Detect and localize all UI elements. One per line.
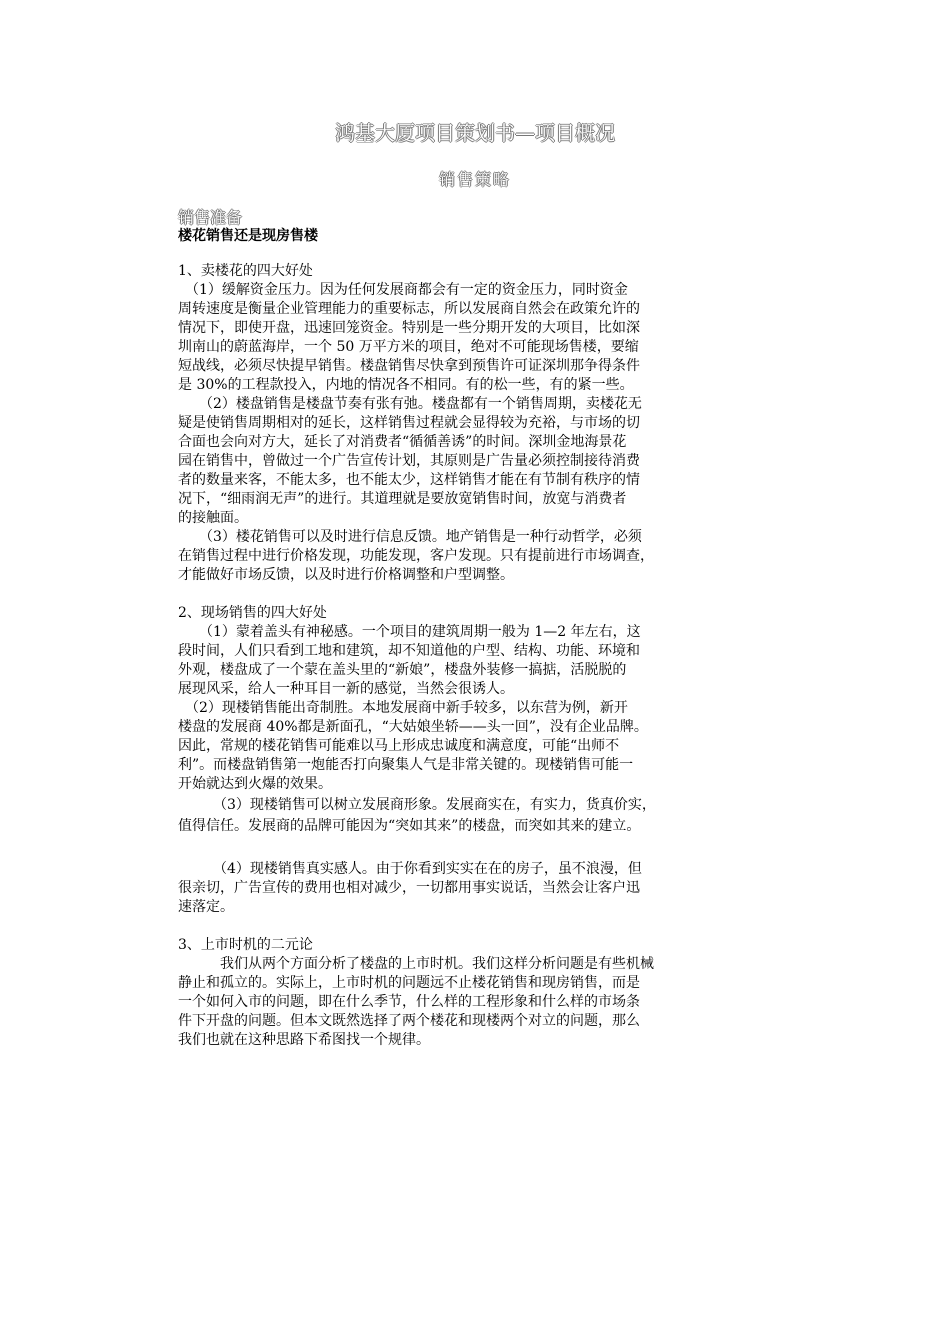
text-line: （1）蒙着盖头有神秘感。一个项目的建筑周期一般为 1—2 年左右，这 xyxy=(178,624,641,640)
text-line: 静止和孤立的。实际上，上市时机的问题远不止楼花销售和现房销售，而是 xyxy=(178,975,640,991)
text-line: （3）现楼销售可以树立发展商形象。发展商实在，有实力，货真价实， xyxy=(178,797,656,813)
text-line: 一个如何入市的问题，即在什么季节，什么样的工程形象和什么样的市场条 xyxy=(178,994,640,1010)
text-line: 况下，“细雨润无声”的进行。其道理就是要放宽销售时间，放宽与消费者 xyxy=(178,491,627,507)
text-line: 值得信任。发展商的品牌可能因为“突如其来”的楼盘，而突如其来的建立。 xyxy=(178,818,641,834)
text-line: 疑是使销售周期相对的延长，这样销售过程就会显得较为充裕，与市场的切 xyxy=(178,415,640,431)
text-line: 速落定。 xyxy=(178,899,234,915)
heading-2: 2、现场销售的四大好处 xyxy=(178,605,327,621)
text-line: 我们也就在这种思路下希图找一个规律。 xyxy=(178,1032,430,1048)
text-line: 者的数量来客，不能太多，也不能太少，这样销售才能在有节制有秩序的情 xyxy=(178,472,640,488)
text-line: 情况下，即使开盘，迅速回笼资金。特别是一些分期开发的大项目，比如深 xyxy=(178,320,640,336)
text-line: 开始就达到火爆的效果。 xyxy=(178,776,332,792)
text-line: 短战线，必须尽快提早销售。楼盘销售尽快拿到预售许可证深圳那争得条件 xyxy=(178,358,640,374)
text-line: 利”。而楼盘销售第一炮能否打向聚集人气是非常关键的。现楼销售可能一 xyxy=(178,757,634,773)
text-line: 段时间，人们只看到工地和建筑，却不知道他的户型、结构、功能、环境和 xyxy=(178,643,640,659)
text-line: 楼盘的发展商 40%都是新面孔，“大姑娘坐轿——头一回”，没有企业品牌。 xyxy=(178,719,648,735)
document-subtitle: 销售策略 xyxy=(438,170,511,189)
text-line: （1）缓解资金压力。因为任何发展商都会有一定的资金压力，同时资金 xyxy=(178,282,628,298)
heading-3: 3、上市时机的二元论 xyxy=(178,937,313,953)
heading-1: 1、卖楼花的四大好处 xyxy=(178,263,313,279)
text-line: （4）现楼销售真实感人。由于你看到实实在在的房子，虽不浪漫，但 xyxy=(178,861,642,877)
text-line: 周转速度是衡量企业管理能力的重要标志，所以发展商自然会在政策允许的 xyxy=(178,301,640,317)
text-line: （2）楼盘销售是楼盘节奏有张有弛。楼盘都有一个销售周期，卖楼花无 xyxy=(178,396,642,412)
text-line: 件下开盘的问题。但本文既然选择了两个楼花和现楼两个对立的问题，那么 xyxy=(178,1013,640,1029)
text-line: 圳南山的蔚蓝海岸，一个 50 万平方米的项目，绝对不可能现场售楼，要缩 xyxy=(178,339,639,355)
text-line: 是 30%的工程款投入，内地的情况各不相同。有的松一些，有的紧一些。 xyxy=(178,377,634,393)
text-line: 很亲切，广告宣传的费用也相对减少，一切都用事实说话，当然会让客户迅 xyxy=(178,880,640,896)
text-line: 才能做好市场反馈，以及时进行价格调整和户型调整。 xyxy=(178,567,514,583)
text-line: 外观，楼盘成了一个蒙在盖头里的“新娘”，楼盘外装修一搞掂，活脱脱的 xyxy=(178,662,627,678)
text-line: 合面也会向对方大，延长了对消费者“循循善诱”的时间。深圳金地海景花 xyxy=(178,434,627,450)
sub-heading: 楼花销售还是现房售楼 xyxy=(178,228,318,244)
section-label: 销售准备 xyxy=(178,208,243,227)
text-line: 展现风采，给人一种耳目一新的感觉，当然会很诱人。 xyxy=(178,681,514,697)
text-line: （2）现楼销售能出奇制胜。本地发展商中新手较多，以东营为例，新开 xyxy=(178,700,628,716)
text-line: 因此，常规的楼花销售可能难以马上形成忠诚度和满意度，可能“出师不 xyxy=(178,738,620,754)
document-title: 鸿基大厦项目策划书—项目概况 xyxy=(335,121,615,145)
text-line: 的接触面。 xyxy=(178,510,248,526)
text-line: 园在销售中，曾做过一个广告宣传计划，其原则是广告量必须控制接待消费 xyxy=(178,453,640,469)
text-line: 在销售过程中进行价格发现，功能发现，客户发现。只有提前进行市场调查， xyxy=(178,548,654,564)
text-line: 我们从两个方面分析了楼盘的上市时机。我们这样分析问题是有些机械 xyxy=(178,956,654,972)
text-line: （3）楼花销售可以及时进行信息反馈。地产销售是一种行动哲学，必须 xyxy=(178,529,642,545)
